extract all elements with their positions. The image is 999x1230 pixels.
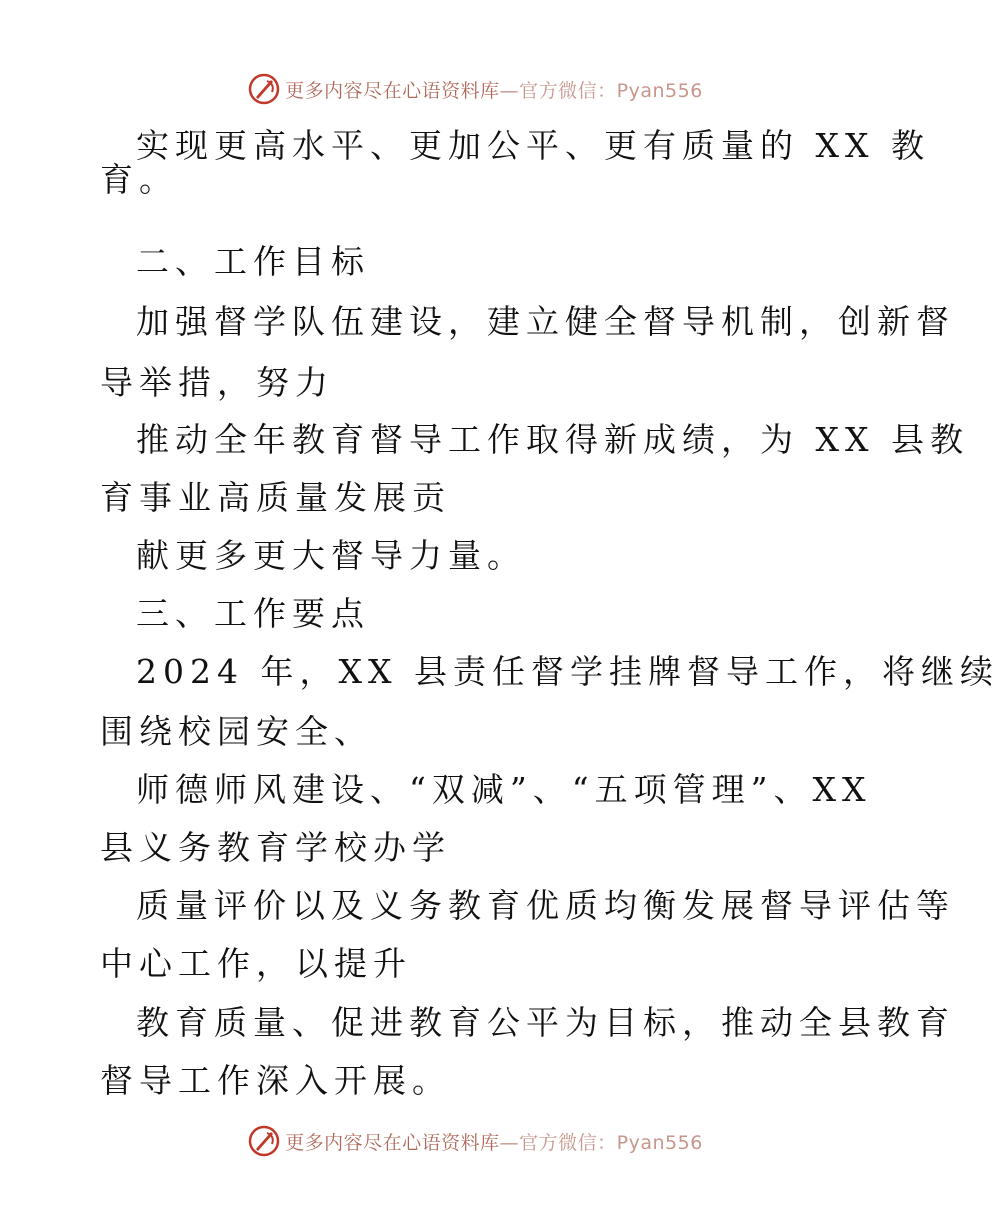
text-line: 教育质量、促进教育公平为目标，推动全县教育 [136, 1003, 955, 1042]
text-line: 中心工作，以提升 [100, 944, 412, 983]
section-heading: 三、工作要点 [136, 594, 370, 633]
footer-watermark [0, 1124, 950, 1158]
text-line: 育事业高质量发展贡 [100, 478, 451, 517]
watermark-main: 更多内容尽在心语资料库 [285, 79, 500, 102]
text-line: 围绕校园安全、 [100, 712, 373, 751]
text-line: 质量评价以及义务教育优质均衡发展督导评估等 [136, 886, 955, 925]
header-watermark [0, 72, 950, 106]
section-heading: 二、工作目标 [136, 242, 370, 281]
text-line: 2024 年，XX 县责任督学挂牌督导工作，将继续 [136, 652, 999, 691]
text-line: 督导工作深入开展。 [100, 1061, 451, 1100]
feather-logo-icon [247, 1124, 281, 1158]
watermark-text [285, 76, 703, 103]
text-line: 师德师风建设、“双减”、“五项管理”、XX [136, 770, 872, 809]
text-line: 推动全年教育督导工作取得新成绩，为 XX 县教 [136, 420, 969, 459]
text-line: 县义务教育学校办学 [100, 828, 451, 867]
text-line: 导举措，努力 [100, 363, 334, 402]
watermark-sub: —官方微信：Pyan556 [499, 1131, 703, 1154]
feather-logo-icon [247, 72, 281, 106]
watermark-text [285, 1128, 703, 1155]
text-line: 加强督学队伍建设，建立健全督导机制，创新督 [136, 302, 955, 341]
text-line: 实现更高水平、更加公平、更有质量的 XX 教 [136, 126, 930, 165]
text-line: 献更多更大督导力量。 [136, 536, 526, 575]
watermark-main: 更多内容尽在心语资料库 [285, 1131, 500, 1154]
text-line: 育。 [100, 160, 178, 199]
watermark-sub: —官方微信：Pyan556 [499, 79, 703, 102]
